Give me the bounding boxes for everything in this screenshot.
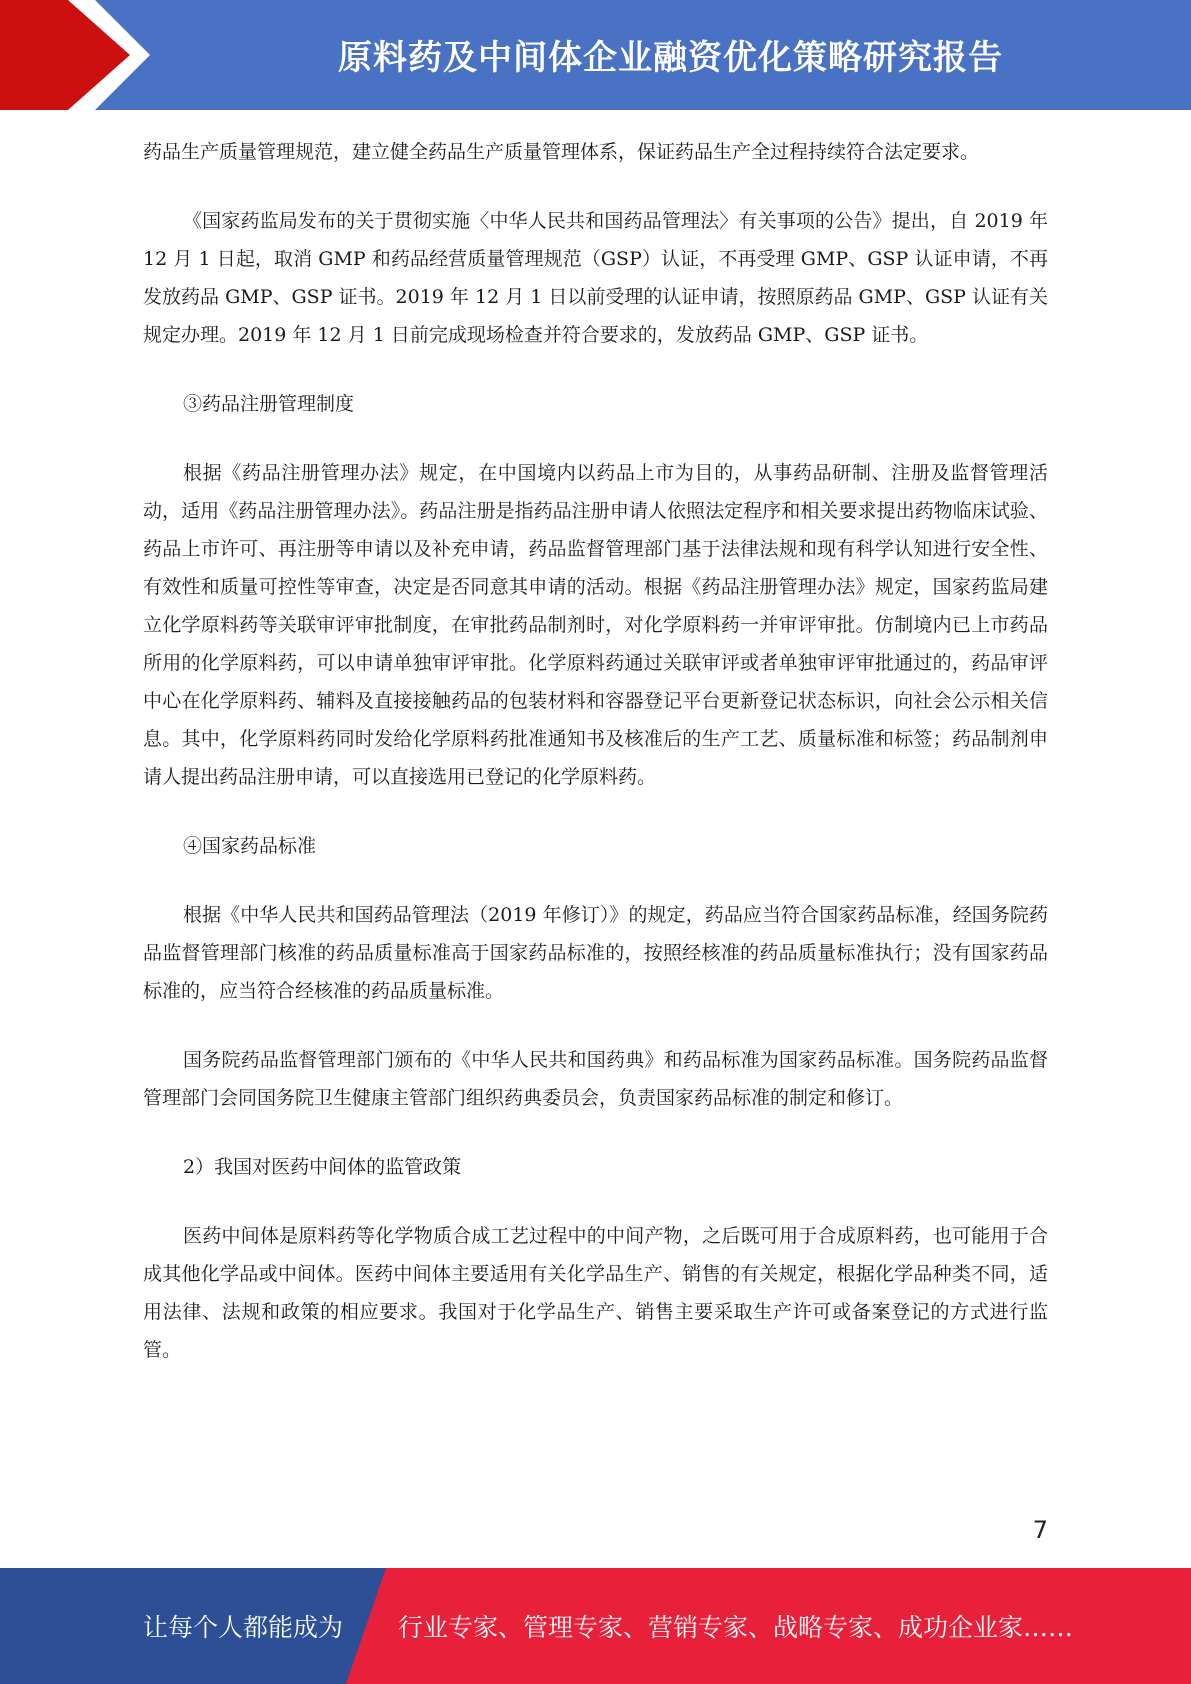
footer-slogan-left: 让每个人都能成为 — [143, 1613, 344, 1642]
paragraph: 《国家药监局发布的关于贯彻实施〈中华人民共和国药品管理法〉有关事项的公告》提出，自 2019 年 12 月 1 日起，取消 GMP 和药品经营质量管理规范（GSP）认证，不再受理 GMP、GSP 认证申请，不再发放药品 GMP、GSP 证书。2019 年 12 月 1 日以前受理的认证申请，按照原药品 GMP、GSP 认证有关规定办理。2019 年 12 月 1 日前完成现场检查并符合要求的，发放药品 GMP、GSP 证书。 — [143, 210, 1048, 346]
section-heading: ③药品注册管理制度 — [183, 393, 355, 415]
page-header — [0, 0, 1191, 110]
section-heading: ④国家药品标准 — [183, 835, 317, 857]
section-heading: 2）我国对医药中间体的监管政策 — [183, 1156, 462, 1178]
report-title: 原料药及中间体企业融资优化策略研究报告 — [338, 37, 1003, 78]
paragraph: 国务院药品监督管理部门颁布的《中华人民共和国药典》和药品标准为国家药品标准。国务院药品监督管理部门会同国务院卫生健康主管部门组织药典委员会，负责国家药品标准的制定和修订。 — [143, 1049, 1048, 1109]
paragraph: 根据《中华人民共和国药品管理法（2019 年修订）》的规定，药品应当符合国家药品标准，经国务院药品监督管理部门核准的药品质量标准高于国家药品标准的，按照经核准的药品质量标准执行；没有国家药品标准的，应当符合经核准的药品质量标准。 — [143, 904, 1048, 1002]
document-body — [143, 133, 1048, 1369]
paragraph: 药品生产质量管理规范，建立健全药品生产质量管理体系，保证药品生产全过程持续符合法定要求。 — [143, 141, 980, 163]
page-number: 7 — [1032, 1516, 1048, 1544]
page-footer — [0, 1568, 1191, 1684]
paragraph: 医药中间体是原料药等化学物质合成工艺过程中的中间产物，之后既可用于合成原料药，也可能用于合成其他化学品或中间体。医药中间体主要适用有关化学品生产、销售的有关规定，根据化学品种类不同，适用法律、法规和政策的相应要求。我国对于化学品生产、销售主要采取生产许可或备案登记的方式进行监管。 — [143, 1225, 1048, 1361]
paragraph: 根据《药品注册管理办法》规定，在中国境内以药品上市为目的，从事药品研制、注册及监督管理活动，适用《药品注册管理办法》。药品注册是指药品注册申请人依照法定程序和相关要求提出药物临床试验、药品上市许可、再注册等申请以及补充申请，药品监督管理部门基于法律法规和现有科学认知进行安全性、有效性和质量可控性等审查，决定是否同意其申请的活动。根据《药品注册管理办法》规定，国家药监局建立化学原料药等关联审评审批制度，在审批药品制剂时，对化学原料药一并审评审批。仿制境内已上市药品所用的化学原料药，可以申请单独审评审批。化学原料药通过关联审评或者单独审评审批通过的，药品审评中心在化学原料药、辅料及直接接触药品的包装材料和容器登记平台更新登记状态标识，向社会公示相关信息。其中，化学原料药同时发给化学原料药批准通知书及核准后的生产工艺、质量标准和标签；药品制剂申请人提出药品注册申请，可以直接选用已登记的化学原料药。 — [143, 462, 1048, 788]
footer-slogan-right: 行业专家、管理专家、营销专家、战略专家、成功企业家…… — [398, 1613, 1074, 1642]
chevron-arrow-icon — [0, 0, 160, 110]
